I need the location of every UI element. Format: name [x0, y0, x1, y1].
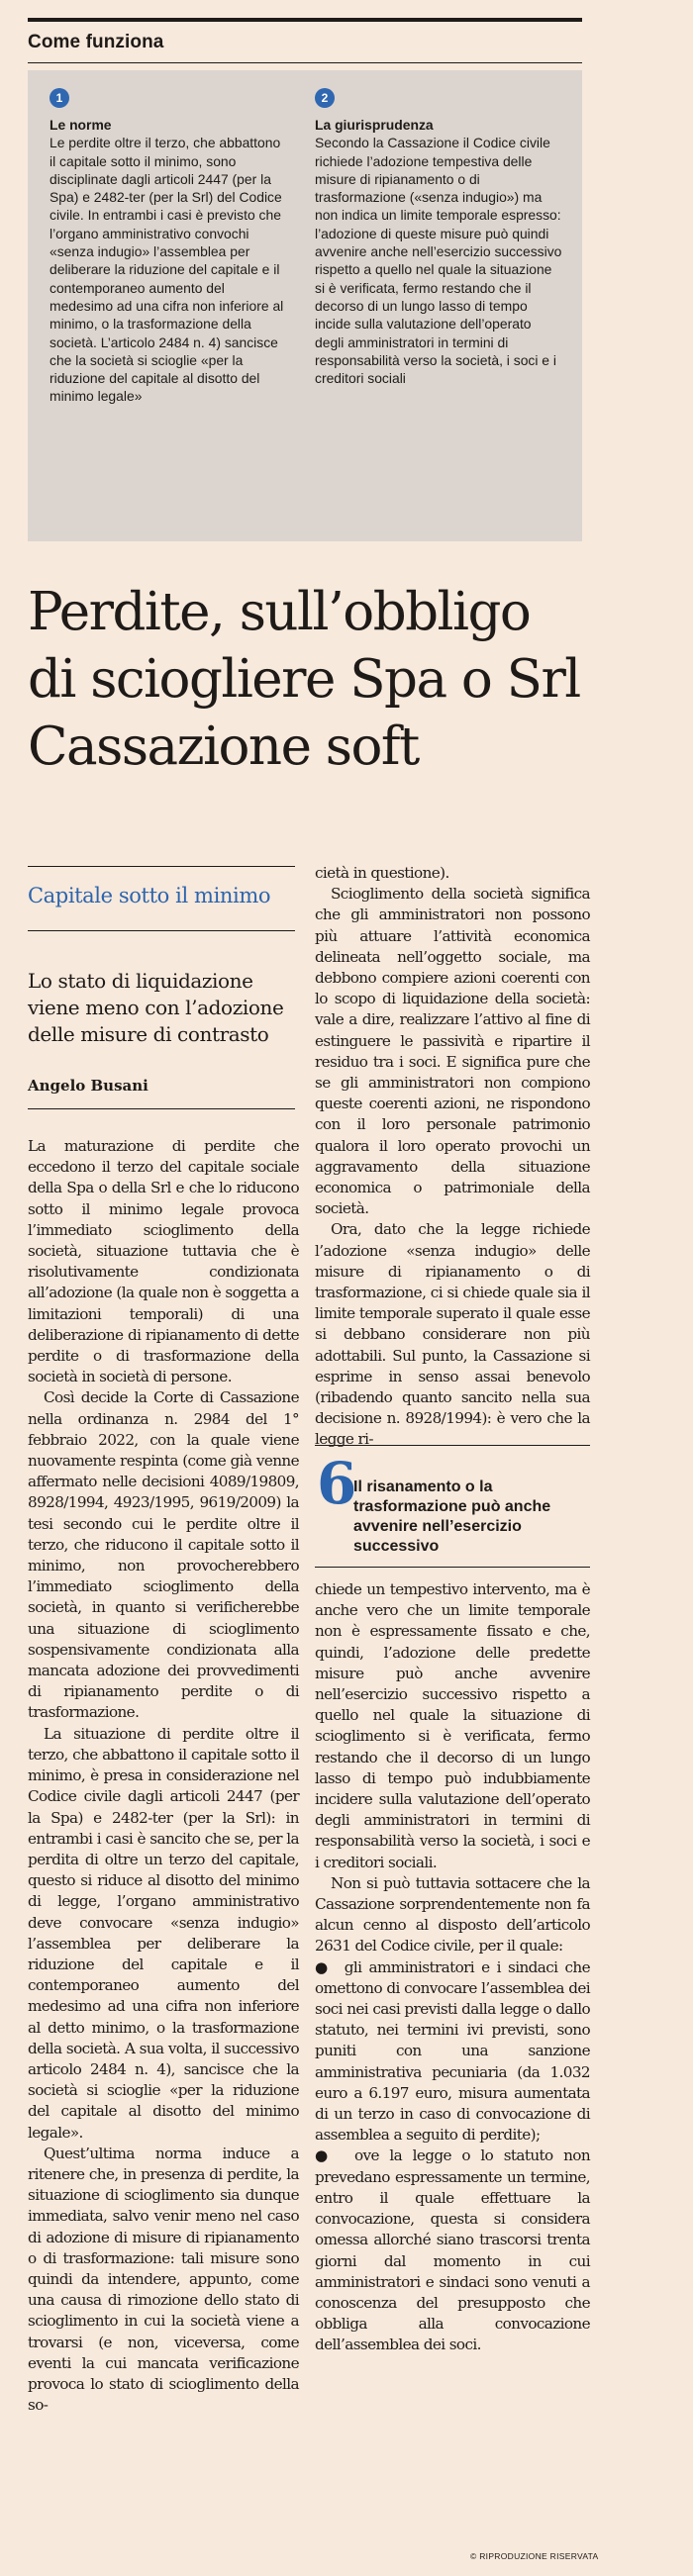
article-headline: [28, 579, 622, 781]
info-box: [28, 70, 582, 541]
byline-rule: [28, 1108, 295, 1109]
headline-line-2: di sciogliere Spa o Srl: [28, 649, 580, 710]
paragraph: Non si può tuttavia sottacere che la Cassazione sorprendentemente non fa alcun cenno al disposto dell’articolo 2631 del Codice civile, per il quale:: [315, 1873, 590, 1956]
paragraph: La situazione di perdite oltre il terzo, che abbattono il capitale sotto il minimo, è presa in considerazione nel Codice civile dagli articoli 2447 (per la Spa) e 2482-ter (per la Srl): in entrambi i casi è sancito che se, per la perdita di oltre un terzo del capitale, questo si riduce al disotto del minimo di legge, l’organo amministrativo deve convocare «senza indugio» l’assemblea per deliberare la riduzione del capitale e il contemporaneo aumento del medesimo ad una cifra non inferiore al detto minimo, o la trasformazione della società. A sua volta, il successivo articolo 2484 n. 4), sancisce che la società si scioglie «per la riduzione del capitale al disotto del minimo legale».: [28, 1724, 299, 2142]
article-column-left: [28, 1136, 299, 2416]
pullquote: Il risanamento o la trasformazione può anche avvenire nell’esercizio successivo: [353, 1479, 551, 1555]
info-box-col-norme: [50, 88, 289, 406]
info-box-text-2: Secondo la Cassazione il Codice civile richiede l’adozione tempestiva delle misure di ripianamento o di trasformazione («senza indugio») ma non indica un limite temporale espresso: l’adozione di queste misure può quindi avvenire anche nell’esercizio successivo rispetto a quello nel quale la situazione si è verificata, fermo restando che il decorso di un lungo lasso di tempo incide sulla valutazione dell’operato degli amministratori in termini di responsabilità verso la società, i soci e i creditori sociali: [315, 135, 562, 387]
list-item-text: gli amministratori e i sindaci che omettono di convocare l’assemblea dei soci nei casi previsti dalla legge o dallo statuto, nei termini ivi previsti, sono puniti con una sanzione amministrativa pecuniaria (da 1.032 euro a 6.197 euro, misura aumentata di un terzo in caso di convocazione di assemblea a seguito di perdite);: [315, 1957, 590, 2145]
number-badge-2: 2: [315, 88, 335, 108]
paragraph: La maturazione di perdite che eccedono il terzo del capitale sociale della Spa o della Srl e che lo riducono sotto il minimo legale provoca l’immediato scioglimento della società, situazione tuttavia che è risolutivamente condizionata all’adozione (la quale non è soggetta a limitazioni temporali) di una deliberazione di ripianamento di dette perdite o di trasformazione della società in società di persone.: [28, 1137, 299, 1386]
list-item: [315, 1957, 590, 2147]
author-byline: Angelo Busani: [28, 1077, 148, 1095]
info-box-text-1: Le perdite oltre il terzo, che abbattono il capitale sotto il minimo, sono disciplinate dagli articoli 2447 (per la Spa) e 2482-ter (per la Srl) del Codice civile. In entrambi i casi è previsto che l’organo amministrativo convochi «senza indugio» l’assemblea per deliberare la riduzione del capitale e il contemporaneo aumento del medesimo ad una cifra non inferiore al minimo, o la trasformazione della società. L’articolo 2484 n. 4) sancisce che la società si scioglie «per la riduzione del capitale al disotto del minimo legale»: [50, 135, 284, 405]
list-item-text: ove la legge o lo statuto non prevedano espressamente un termine, entro il quale effettuare la convocazione, questa si considera omessa allorché siano trascorsi trenta giorni dal momento in cui amministratori e sindaci sono venuti a conoscenza del presupposto che obbliga alla convocazione dell’assemblea dei soci.: [315, 2147, 591, 2354]
box-title-rule: [28, 62, 582, 63]
paragraph: Quest’ultima norma induce a ritenere che, in presenza di perdite, la situazione di scioglimento sia dunque immediata, salvo venir meno nel caso di adozione di misure di ripianamento o di trasformazione: tali misure sono quindi da intendere, appunto, come una causa di rimozione dello stato di scioglimento in cui la società viene a trovarsi (e non, viceversa, come eventi la cui mancata verificazione provoca lo stato di scioglimento della so-: [28, 2144, 299, 2415]
subheadline: Lo stato di liquidazione viene meno con l’adozione delle misure di contrasto: [28, 969, 284, 1046]
kicker-bottom-rule: [28, 930, 295, 931]
paragraph: chiede un tempestivo intervento, ma è anche vero che un limite temporale non è espressamente fissato e che, quindi, l’adozione delle predette misure può anche avvenire nell’esercizio successivo rispetto a quello nel quale la situazione di scioglimento si è verificata, fermo restando che il decorso di un lungo lasso di tempo può indubbiamente incidere sulla valutazione dell’operato degli amministratori in termini di responsabilità verso la società, i soci e i creditori sociali.: [315, 1580, 590, 1871]
headline-line-3: Cassazione soft: [28, 716, 419, 777]
pullquote-mark-icon: 6: [317, 1450, 357, 1517]
paragraph: Ora, dato che la legge richiede l’adozione «senza indugio» delle misure di ripianamento o di trasformazione, ci si chiede quale sia il limite temporale superato il quale esse si debbano considerare non più adottabili. Sul punto, la Cassazione si esprime in senso assai benevolo (ribadendo quanto sancito nella sua decisione n. 8928/1994): è vero che la legge ri-: [315, 1220, 590, 1449]
paragraph: cietà in questione).: [315, 864, 449, 882]
bullet-icon: ●: [315, 2147, 334, 2165]
number-badge-1: 1: [50, 88, 69, 108]
info-box-col-giurisprudenza: [315, 88, 562, 387]
box-top-rule: [28, 18, 582, 22]
kicker-top-rule: [28, 866, 295, 867]
info-box-heading-1: Le norme: [50, 117, 112, 133]
pullquote-bottom-rule: [315, 1567, 590, 1568]
article-column-right-bottom: [315, 1579, 590, 2356]
list-item: [315, 2146, 590, 2355]
info-box-heading-2: La giurisprudenza: [315, 117, 434, 133]
copyright-footer: © RIPRODUZIONE RISERVATA: [470, 2551, 599, 2561]
kicker: Capitale sotto il minimo: [28, 884, 271, 907]
bullet-icon: ●: [315, 1957, 331, 1976]
paragraph: Scioglimento della società significa che gli amministratori non possono più attuare l’attività economica delineata nell’oggetto sociale, ma debbono compiere azioni coerenti con lo scopo di liquidazione della società: vale a dire, realizzare l’attivo al fine di estinguere le passività e ripartire il residuo tra i soci. E significa pure che se gli amministratori non compiono queste coerenti azioni, ne rispondono con il loro personale patrimonio qualora il loro operato provochi un aggravamento della situazione economica o patrimoniale della società.: [315, 885, 590, 1218]
pullquote-top-rule: [315, 1445, 590, 1446]
headline-line-1: Perdite, sull’obbligo: [28, 582, 531, 642]
box-title: Come funziona: [28, 32, 164, 52]
paragraph: Così decide la Corte di Cassazione nella ordinanza n. 2984 del 1° febbraio 2022, con la quale viene nuovamente respinta (come già venne affermato nelle decisioni 4089/19809, 8928/1994, 4923/1995, 9619/2009) la tesi secondo cui le perdite oltre il terzo, che riducono il capitale sotto il minimo, non provocherebbero l’immediato scioglimento della società, in quanto si verificherebbe una situazione di scioglimento sospensivamente condizionata alla mancata adozione dei provvedimenti di ripianamento perdite o di trasformazione.: [28, 1388, 299, 1722]
article-column-right-top: [315, 863, 590, 1451]
